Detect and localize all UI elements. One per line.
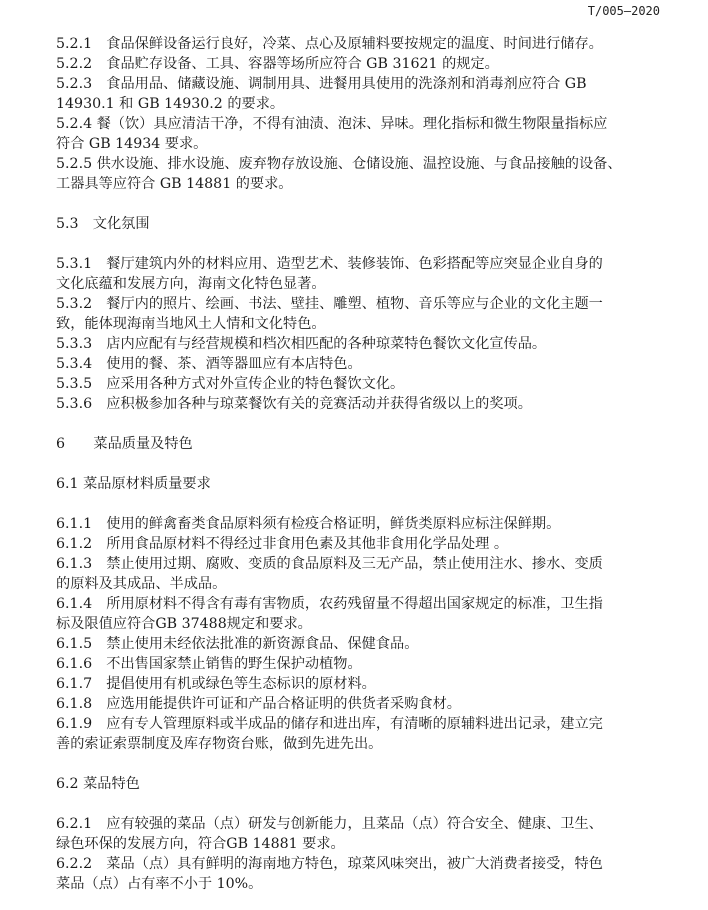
text-line: 菜品（点）占有率不小于 10%。 (56, 876, 263, 892)
text-line: 6.1.3 禁止使用过期、腐败、变质的食品原料及三无产品，禁止使用注水、掺水、变质 (56, 556, 603, 572)
text-line: 的原料及其成品、半成品。 (56, 576, 227, 592)
text-line: 6.2.2 菜品（点）具有鲜明的海南地方特色，琼菜风味突出，被广大消费者接受，特色 (56, 856, 603, 872)
text-line: 6.1.7 提倡使用有机或绿色等生态标识的原材料。 (56, 676, 376, 692)
document-body (56, 34, 672, 894)
text-line: 工器具等应符合 GB 14881 的要求。 (56, 176, 293, 192)
text-line: 6.1.8 应选用能提供许可证和产品合格证明的供货者采购食材。 (56, 696, 461, 712)
text-line: 5.2.5 供水设施、排水设施、废弃物存放设施、仓储设施、温控设施、与食品接触的设备、 (56, 156, 622, 172)
text-line: 致，能体现海南当地风土人情和文化特色。 (56, 316, 326, 332)
text-line: 14930.1 和 GB 14930.2 的要求。 (56, 96, 285, 112)
blank-line (56, 494, 672, 514)
text-line: 6.1.4 所用原材料不得含有毒有害物质，农药残留量不得超出国家规定的标准，卫生指 (56, 596, 603, 612)
text-line: 5.3.5 应采用各种方式对外宣传企业的特色餐饮文化。 (56, 376, 405, 392)
text-line: 绿色环保的发展方向，符合GB 14881 要求。 (56, 836, 345, 852)
text-line: 6.2 菜品特色 (56, 776, 140, 792)
text-line: 6.1 菜品原材料质量要求 (56, 476, 211, 492)
text-line: 6.1.6 不出售国家禁止销售的野生保护动植物。 (56, 656, 362, 672)
text-line: 5.2.2 食品贮存设备、工具、容器等场所应符合 GB 31621 的规定。 (56, 56, 499, 72)
text-line: 文化底蕴和发展方向，海南文化特色显著。 (56, 276, 326, 292)
blank-line (56, 454, 672, 474)
text-line: 6.2.1 应有较强的菜品（点）研发与创新能力，且菜品（点）符合安全、健康、卫生、 (56, 816, 603, 832)
text-line: 5.3.3 店内应配有与经营规模和档次相匹配的各种琼菜特色餐饮文化宣传品。 (56, 336, 547, 352)
text-line: 5.2.4 餐（饮）具应清洁干净，不得有油渍、泡沫、异味。理化指标和微生物限量指标应 (56, 116, 608, 132)
text-line: 善的索证索票制度及库存物资台账，做到先进先出。 (56, 736, 383, 752)
blank-line (56, 194, 672, 214)
document-code: T/005—2020 (587, 4, 660, 18)
text-line: 6.1.9 应有专人管理原料或半成品的储存和进出库，有清晰的原辅料进出记录，建立完 (56, 716, 603, 732)
blank-line (56, 754, 672, 774)
text-line: 6.1.5 禁止使用未经依法批准的新资源食品、保健食品。 (56, 636, 419, 652)
text-line: 符合 GB 14934 要求。 (56, 136, 208, 152)
text-line: 5.3.6 应积极参加各种与琼菜餐饮有关的竞赛活动并获得省级以上的奖项。 (56, 396, 532, 412)
text-line: 6.1.2 所用食品原材料不得经过非食用色素及其他非食用化学品处理 。 (56, 536, 509, 552)
text-line: 6 菜品质量及特色 (56, 436, 193, 452)
text-line: 5.3 文化氛围 (56, 216, 150, 232)
text-line: 5.2.1 食品保鲜设备运行良好，冷菜、点心及原辅料要按规定的温度、时间进行储存。 (56, 36, 603, 52)
text-line: 5.3.4 使用的餐、茶、酒等器皿应有本店特色。 (56, 356, 362, 372)
blank-line (56, 234, 672, 254)
text-line: 5.3.1 餐厅建筑内外的材料应用、造型艺术、装修装饰、色彩搭配等应突显企业自身的 (56, 256, 603, 272)
blank-line (56, 414, 672, 434)
blank-line (56, 794, 672, 814)
text-line: 5.2.3 食品用品、储藏设施、调制用具、进餐用具使用的洗涤剂和消毒剂应符合 GB (56, 76, 587, 92)
text-line: 标及限值应符合GB 37488规定和要求。 (56, 616, 312, 632)
text-line: 5.3.2 餐厅内的照片、绘画、书法、壁挂、雕塑、植物、音乐等应与企业的文化主题一 (56, 296, 603, 312)
text-line: 6.1.1 使用的鲜禽畜类食品原料须有检疫合格证明，鲜货类原料应标注保鲜期。 (56, 516, 561, 532)
